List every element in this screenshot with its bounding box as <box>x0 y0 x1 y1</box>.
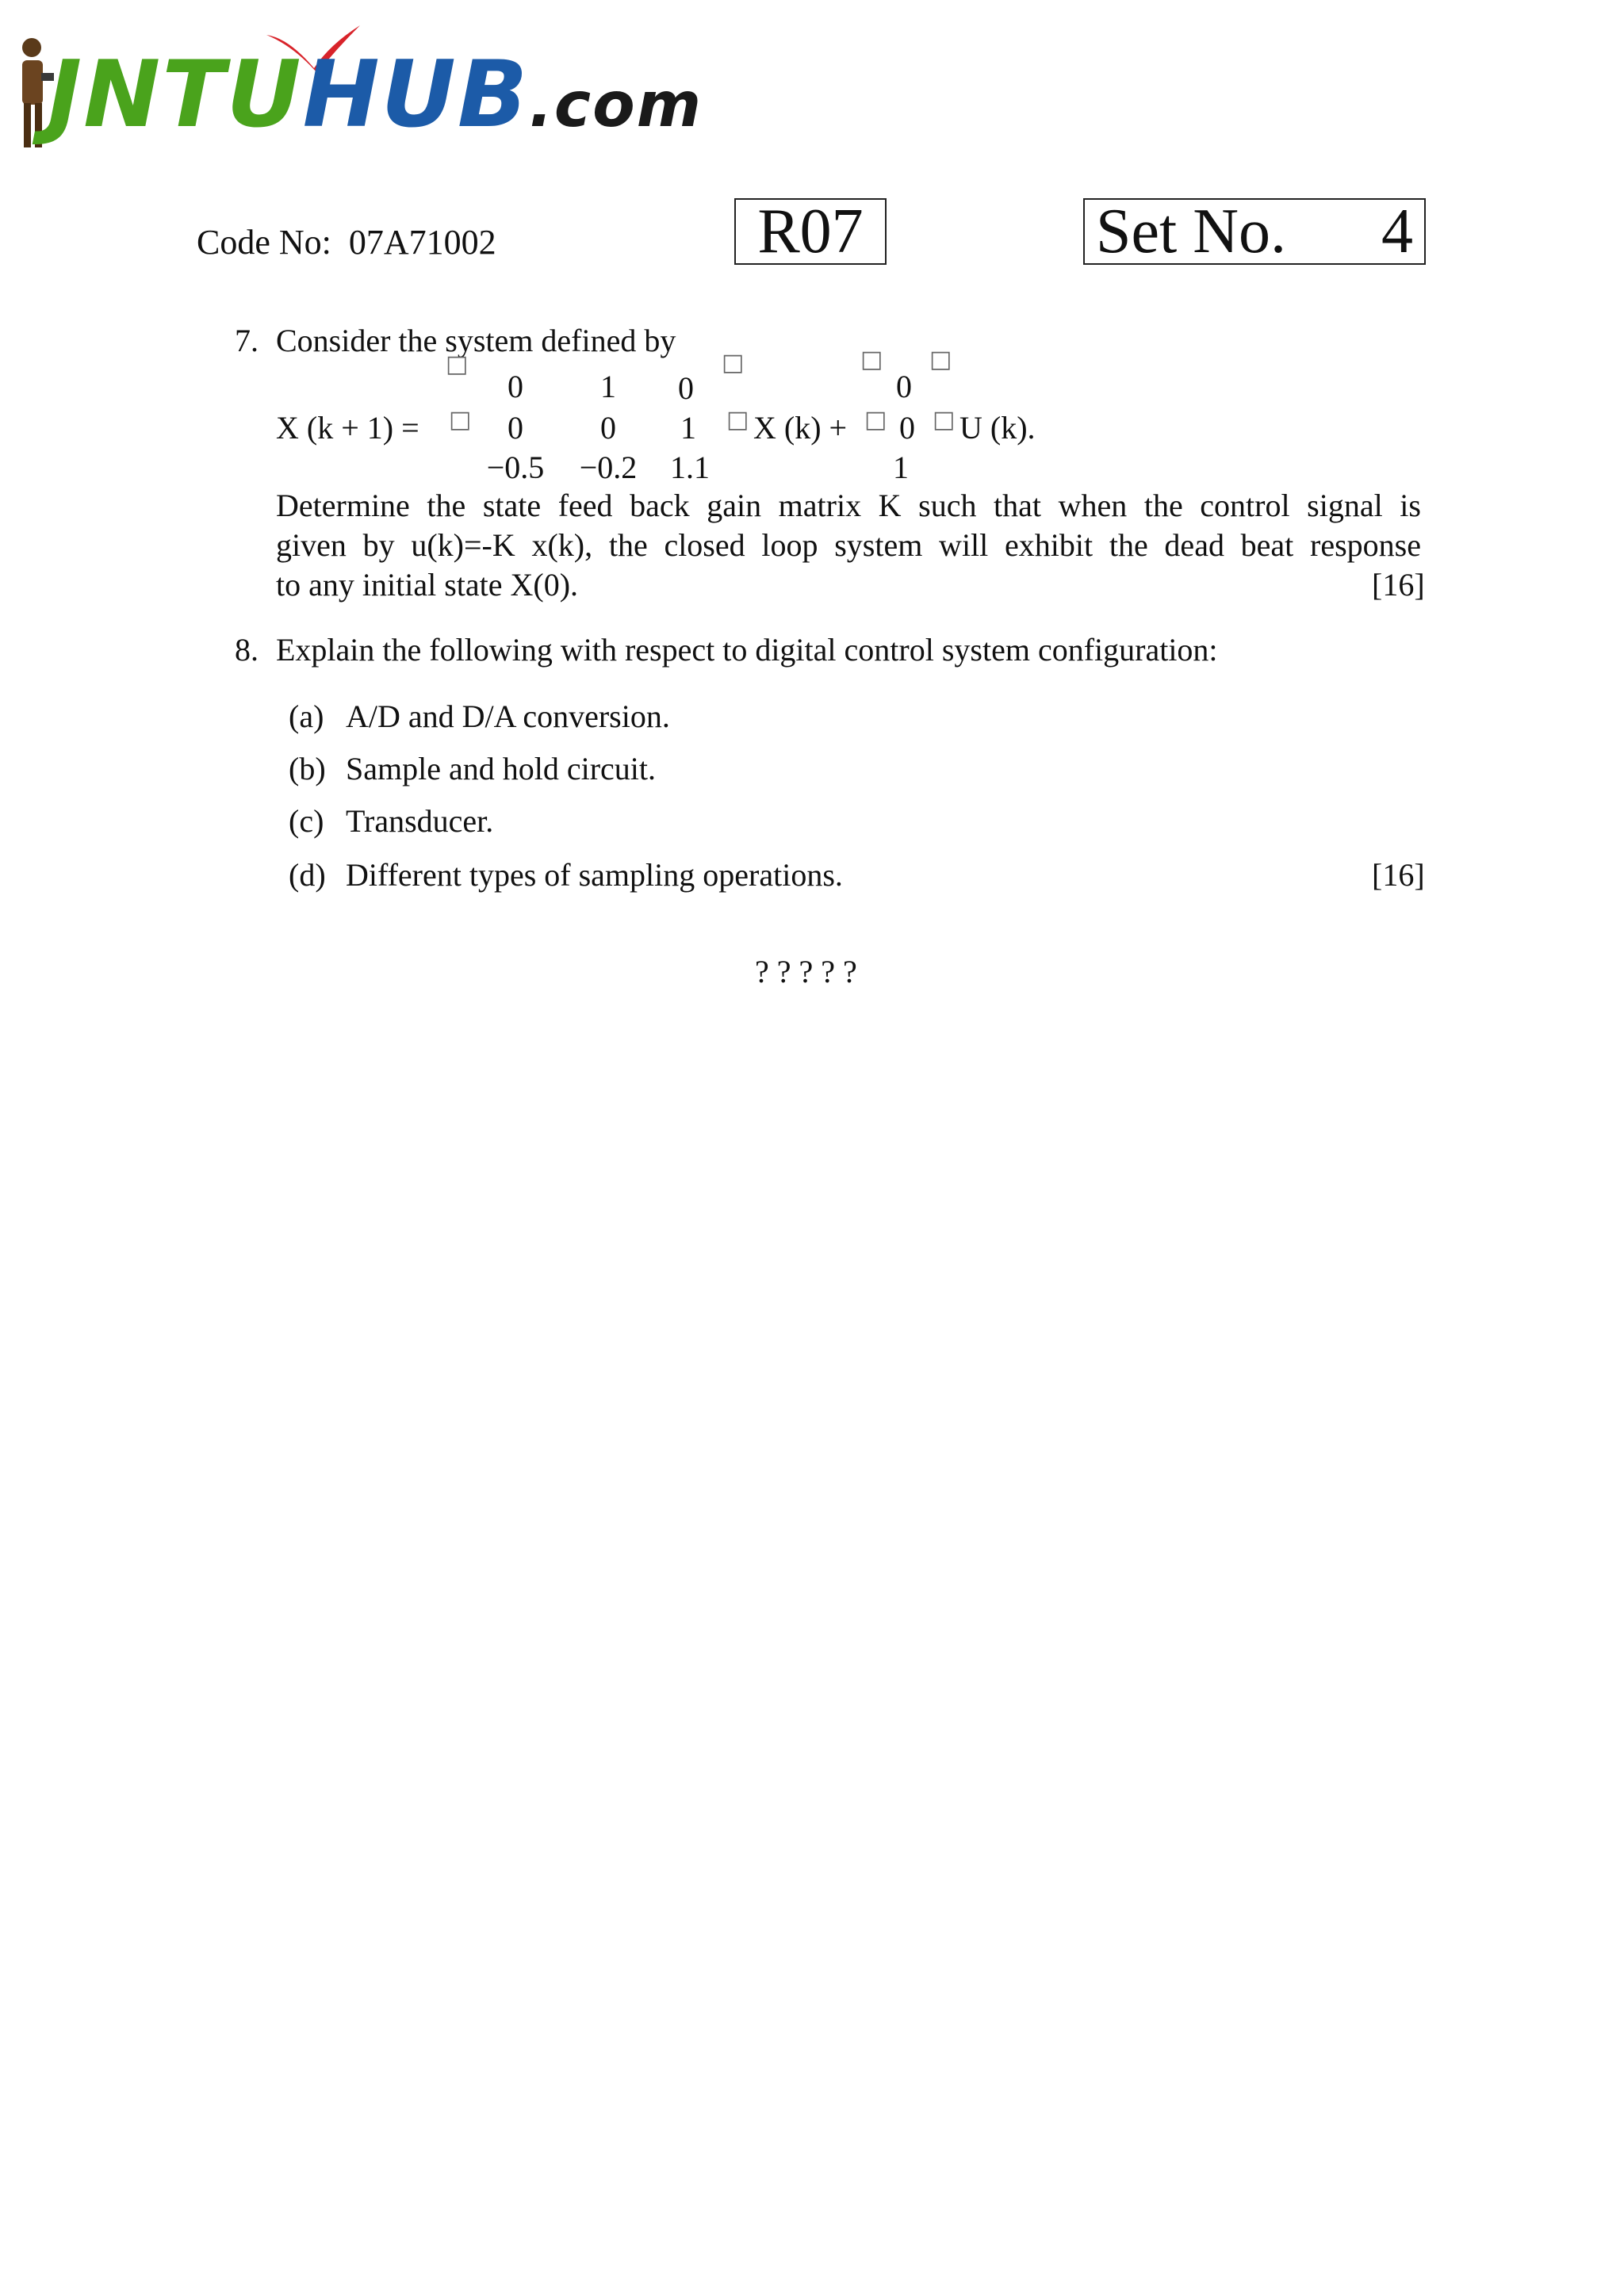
matrix-bracket-glyph: □ <box>860 346 883 373</box>
set-number: 4 <box>1381 197 1413 266</box>
q8-item-text: A/D and D/A conversion. <box>346 698 670 734</box>
matrix-bracket-glyph: □ <box>446 350 469 378</box>
q7-line: Determine the state feed back gain matrix K such that when the control signal is <box>276 488 1421 523</box>
matrix-a-cell: 1.1 <box>670 450 710 485</box>
code-label: Code No: <box>197 223 331 262</box>
q8-item-label: (d) <box>289 857 326 893</box>
q8-item-label: (b) <box>289 751 326 786</box>
code-number <box>197 222 496 262</box>
equation-u-term: U (k). <box>959 410 1036 446</box>
matrix-b-cell: 0 <box>899 410 915 446</box>
logo-part-com: .com <box>529 70 703 141</box>
q7-intro: Consider the system defined by <box>276 323 676 358</box>
matrix-bracket-glyph: □ <box>929 346 952 373</box>
matrix-a-cell: 0 <box>678 370 694 406</box>
equation-lhs: X (k + 1) = <box>276 410 419 446</box>
matrix-a-cell: −0.5 <box>486 450 545 485</box>
matrix-a-cell: −0.2 <box>579 450 638 485</box>
q8-marks: [16] <box>1372 857 1425 893</box>
logo-part-hub: HUB <box>302 41 530 148</box>
q8-number: 8. <box>235 632 259 668</box>
q7-line: given by u(k)=-K x(k), the closed loop system will exhibit the dead beat response <box>276 527 1421 563</box>
code-value: 07A71002 <box>348 223 496 262</box>
matrix-bracket-glyph: □ <box>449 406 472 434</box>
matrix-a-cell: 1 <box>600 369 616 404</box>
q8-item-text: Different types of sampling operations. <box>346 857 843 893</box>
logo-part-jntu: JNTU <box>48 41 303 148</box>
set-label: Set No. <box>1096 197 1286 266</box>
logo-wordmark <box>48 41 703 148</box>
q8-intro: Explain the following with respect to digital control system configuration: <box>276 632 1218 668</box>
matrix-bracket-glyph: □ <box>933 406 956 434</box>
q8-item-label: (a) <box>289 698 324 734</box>
equation-x-term: X (k) + <box>753 410 848 446</box>
q8-item-text: Sample and hold circuit. <box>346 751 657 786</box>
end-of-paper-mark: ? ? ? ? ? <box>755 954 857 989</box>
matrix-a-cell: 0 <box>508 369 523 404</box>
matrix-a-cell: 1 <box>680 410 696 446</box>
q8-item-label: (c) <box>289 803 324 839</box>
matrix-a-cell: 0 <box>600 410 616 446</box>
regulation-box: R07 <box>734 198 887 265</box>
set-number-box <box>1083 198 1426 265</box>
q7-marks: [16] <box>1372 567 1425 603</box>
q8-item-text: Transducer. <box>346 803 494 839</box>
matrix-bracket-glyph: □ <box>726 406 749 434</box>
matrix-bracket-glyph: □ <box>864 406 887 434</box>
q7-number: 7. <box>235 323 259 358</box>
matrix-b-cell: 0 <box>896 369 912 404</box>
matrix-a-cell: 0 <box>508 410 523 446</box>
matrix-bracket-glyph: □ <box>722 349 745 377</box>
matrix-b-cell: 1 <box>893 450 909 485</box>
q7-line: to any initial state X(0). <box>276 567 579 603</box>
